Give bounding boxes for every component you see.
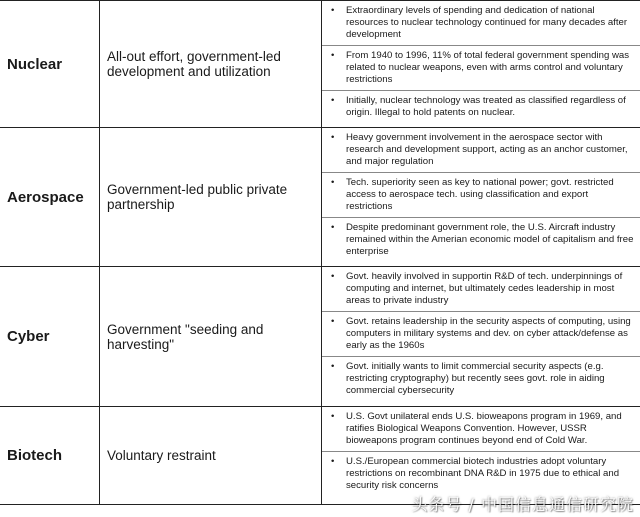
note-item	[322, 173, 640, 218]
table-row-nuclear	[0, 1, 640, 128]
bullet-icon: •	[331, 95, 335, 106]
note-text: U.S./European commercial biotech industries adopt voluntary restrictions on recombinant DNA R&D in 1975 due to ethical and security risk concerns	[346, 456, 620, 491]
bullet-icon: •	[331, 50, 335, 61]
bullet-icon: •	[331, 361, 335, 372]
note-item	[322, 46, 640, 91]
note-text: Tech. superiority seen as key to national power; govt. restricted access to aerospace tech. using classification and export restrictions	[346, 177, 614, 212]
notes-cell	[322, 128, 640, 266]
sector-cell: Aerospace	[0, 128, 100, 266]
bullet-icon: •	[331, 222, 335, 233]
bullet-icon: •	[331, 132, 335, 143]
note-item	[322, 407, 640, 452]
bullet-icon: •	[331, 316, 335, 327]
note-text: U.S. Govt unilateral ends U.S. bioweapons program in 1969, and ratifies Biological Weapons Convention. However, USSR bioweapons program continues beyond end of Cold War.	[346, 411, 622, 446]
notes-cell	[322, 1, 640, 127]
sector-cell: Nuclear	[0, 1, 100, 127]
note-item	[322, 91, 640, 123]
note-item	[322, 218, 640, 262]
note-item	[322, 357, 640, 401]
note-text: Initially, nuclear technology was treated as classified regardless of origin. Illegal to hold patents on nuclear.	[346, 95, 626, 118]
watermark: 头条号 / 中国信息通信研究院	[411, 495, 634, 514]
note-item	[322, 267, 640, 312]
note-text: From 1940 to 1996, 11% of total federal government spending was related to nuclear weapons, even with arms control and voluntary restrictions	[346, 50, 630, 85]
note-text: Extraordinary levels of spending and dedication of national resources to nuclear technology continued for many decades after development	[346, 5, 628, 40]
note-item	[322, 452, 640, 496]
approach-cell: Voluntary restraint	[100, 407, 322, 504]
table-row-aerospace	[0, 128, 640, 267]
bullet-icon: •	[331, 271, 335, 282]
note-item	[322, 128, 640, 173]
notes-cell	[322, 267, 640, 406]
table-row-cyber	[0, 267, 640, 407]
note-item	[322, 1, 640, 46]
note-item	[322, 312, 640, 357]
sector-cell: Biotech	[0, 407, 100, 504]
notes-cell	[322, 407, 640, 504]
note-text: Govt. heavily involved in supportin R&D of tech. underpinnings of computing and internet, but ultimately cedes leadership in most areas to private industry	[346, 271, 623, 306]
approach-cell: All-out effort, government-led development and utilization	[100, 1, 322, 127]
approach-cell: Government-led public private partnership	[100, 128, 322, 266]
bullet-icon: •	[331, 177, 335, 188]
approach-cell: Government "seeding and harvesting"	[100, 267, 322, 406]
note-text: Govt. retains leadership in the security aspects of computing, using computers in military systems and dev. on cyber attack/defense as early as the 1960s	[346, 316, 631, 351]
note-text: Despite predominant government role, the U.S. Aircraft industry remained within the Amerian economic model of capitalism and free enterprise	[346, 222, 634, 257]
note-text: Heavy government involvement in the aerospace sector with research and development support, acting as an anchor customer, and major regulation	[346, 132, 628, 167]
bullet-icon: •	[331, 411, 335, 422]
bullet-icon: •	[331, 456, 335, 467]
bullet-icon: •	[331, 5, 335, 16]
table-row-biotech	[0, 407, 640, 505]
note-text: Govt. initially wants to limit commercial security aspects (e.g. restricting cryptography) but recently sees govt. role in aiding commercial cybersecurity	[346, 361, 605, 396]
sector-cell: Cyber	[0, 267, 100, 406]
